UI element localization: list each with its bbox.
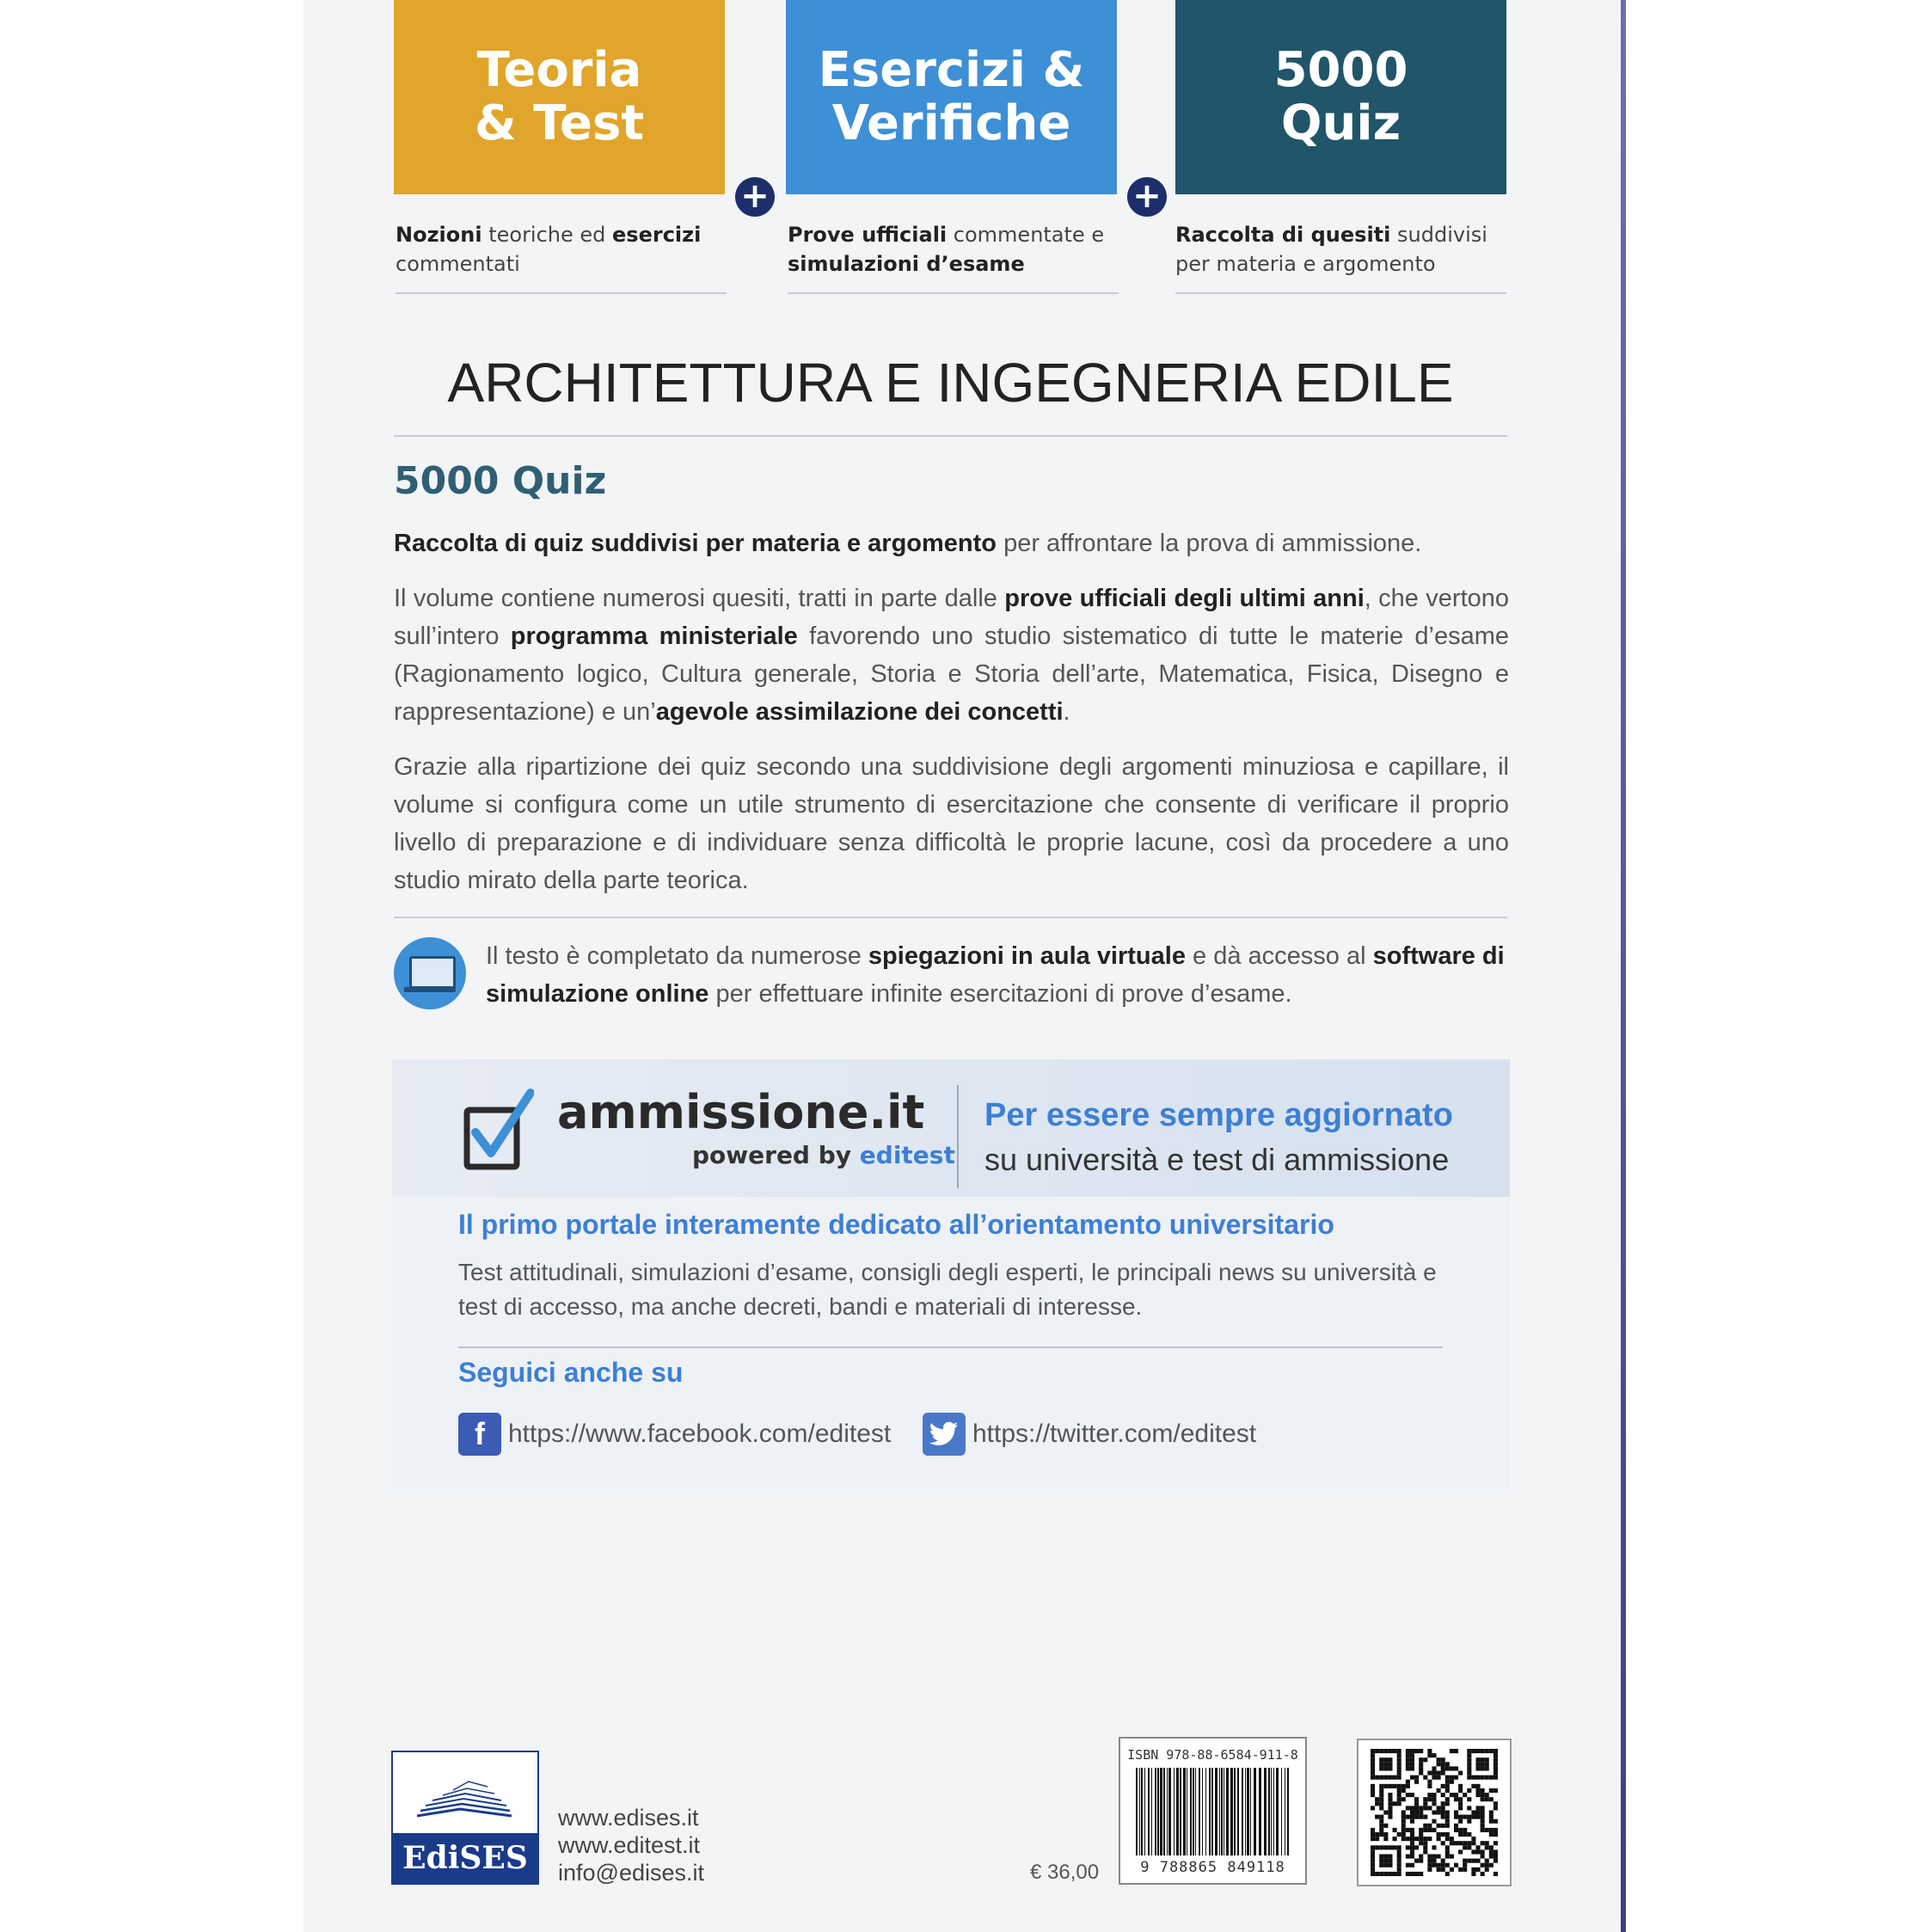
laptop-icon [394,937,466,1009]
vertical-divider [957,1085,959,1188]
desc-bold: Prove ufficiali [788,223,948,247]
powered-prefix: powered by [692,1141,860,1169]
plus-icon: + [1127,177,1167,217]
paragraph-1 [394,524,1509,562]
para-text: per affrontare la prova di ammissione. [997,530,1422,557]
edises-logo [391,1751,539,1885]
para-text: , che vertono sull’intero [394,585,1510,650]
desc-bold: simulazioni d’esame [788,252,1025,276]
quiz-description [1175,220,1506,294]
box-line: Verifiche [831,95,1071,151]
para-bold: software di simulazione online [486,942,1505,1008]
para-text: Il testo è completato da numerose [486,942,868,970]
email: info@edises.it [558,1860,704,1886]
portal-title: Il primo portale interamente dedicato all’orientamento universitario [458,1209,1334,1240]
website-1: www.edises.it [558,1805,699,1831]
twitter-url: https://twitter.com/editest [972,1420,1257,1448]
publisher-contacts [558,1804,704,1886]
box-line: Quiz [1280,95,1401,151]
para-text: favorendo uno studio sistematico di tutte le materie d’esame (Ragionamento logico, Cultura generale, Storia e Storia dell’arte, Matematica, Fisica, Disegno e rappresentazione) e un’ [394,623,1509,726]
esercizi-description [788,220,1119,294]
facebook-link[interactable] [458,1412,891,1457]
twitter-link[interactable] [923,1412,1256,1457]
box-line: & Test [474,95,645,151]
edises-logo-text: EdiSES [393,1833,537,1883]
section-title: 5000 Quiz [394,459,607,503]
para-bold: prove ufficiali degli ultimi anni [1004,585,1365,612]
desc-text: suddivisi per materia e argomento [1175,223,1487,276]
ammissione-logo-text: ammissione.it [557,1085,925,1139]
desc-text: commentati [396,252,520,276]
paragraph-2 [394,580,1509,731]
price: € 36,00 [1030,1861,1100,1884]
isbn-text: ISBN 978-88-6584-911-8 [1127,1747,1298,1763]
para-text: Il volume contiene numerosi quesiti, tratti in parte dalle [394,585,1005,612]
paragraph-3: Grazie alla ripartizione dei quiz secondo una suddivisione degli argomenti minuziosa e capillare, il volume si configura come un utile strumento di esercitazione che consente di verificare il proprio livello di preparazione e di individuare senza difficoltà le proprie lacune, così da procedere a uno studio mirato della parte teorica. [394,753,1509,894]
twitter-icon [923,1413,966,1456]
tagline-1: Per essere sempre aggiornato [984,1097,1453,1133]
desc-bold: Nozioni [396,223,482,247]
online-software-text [486,937,1509,1013]
barcode-bars-icon [1136,1768,1291,1855]
para-text: . [1063,698,1070,726]
powered-by [692,1141,955,1169]
barcode-digits: 9 788865 849118 [1140,1859,1285,1876]
esercizi-verifiche-box [786,0,1117,194]
teoria-test-box [394,0,725,194]
para-bold: spiegazioni in aula virtuale [868,942,1186,970]
divider [394,917,1507,918]
para-bold: Raccolta di quiz suddivisi per materia e argomento [394,530,997,557]
portal-text: Test attitudinali, simulazioni d’esame, consigli degli esperti, le principali news su università e test di accesso, ma anche decreti, bandi e materiali di interesse. [458,1259,1437,1320]
open-book-icon [408,1764,520,1825]
para-text: e dà accesso al [1185,942,1373,970]
box-line: Esercizi & [818,42,1085,98]
para-text: per effettuare infinite esercitazioni di prove d’esame. [708,980,1292,1008]
divider [394,435,1507,437]
book-back-cover [304,0,1621,1932]
para-bold: agevole assimilazione dei concetti [655,698,1064,726]
follow-title: Seguici anche su [458,1357,684,1388]
desc-bold: esercizi [612,223,702,247]
tagline-2: su università e test di ammissione [984,1142,1450,1177]
box-line: 5000 [1273,42,1408,98]
qr-code [1357,1739,1512,1886]
para-bold: programma ministeriale [510,623,798,650]
desc-bold: Raccolta di quesiti [1175,223,1391,247]
quiz-box [1175,0,1506,194]
book-spine-edge [1621,0,1626,1932]
checkbox-icon [463,1088,534,1172]
website-2: www.editest.it [558,1832,701,1858]
box-line: Teoria [476,42,642,98]
divider [458,1346,1443,1348]
facebook-icon: f [458,1413,501,1456]
barcode [1119,1737,1307,1885]
book-title: ARCHITETTURA E INGEGNERIA EDILE [447,352,1454,414]
editest-brand: editest [859,1141,955,1169]
teoria-description [396,220,727,294]
plus-icon: + [735,177,775,217]
qr-code-icon [1371,1749,1498,1876]
facebook-url: https://www.facebook.com/editest [508,1420,892,1448]
desc-text: commentate e [947,223,1105,247]
desc-text: teoriche ed [481,223,613,247]
